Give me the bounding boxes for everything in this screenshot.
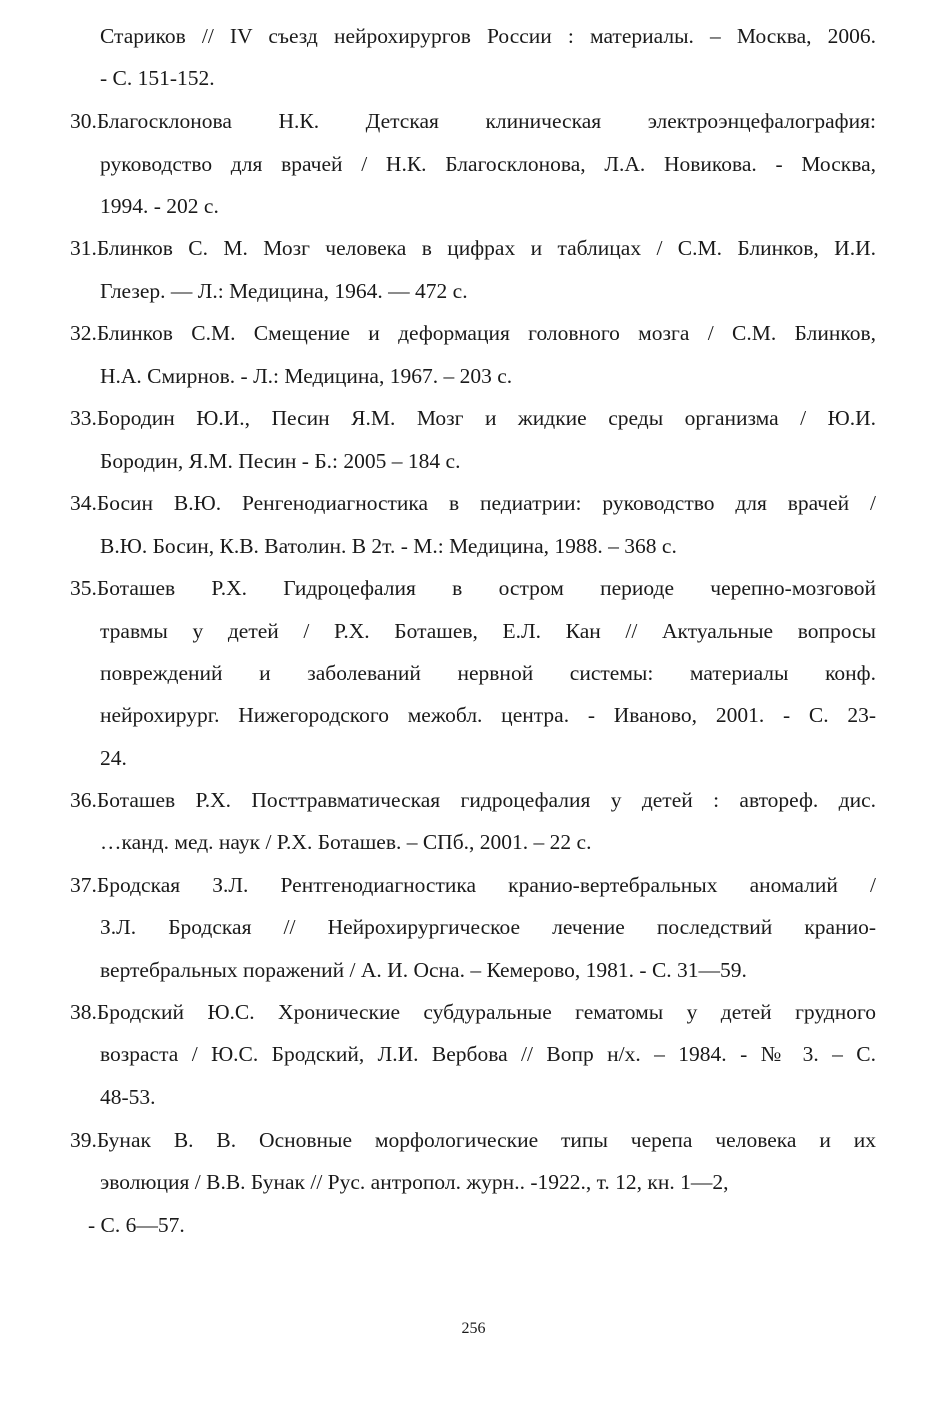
reference-38-line: 38.Бродский Ю.С. Хронические субдуральные гематомы у детей грудного xyxy=(70,1000,876,1024)
reference-line: 1994. - 202 с. xyxy=(100,194,219,218)
reference-line: эволюция / В.В. Бунак // Рус. антропол. журн.. -1922., т. 12, кн. 1—2, xyxy=(100,1170,729,1194)
reference-line: возраста / Ю.С. Бродский, Л.И. Вербова // Вопр н/х. – 1984. - № 3. – С. xyxy=(100,1042,876,1066)
reference-line: В.Ю. Босин, К.В. Ватолин. В 2т. - М.: Медицина, 1988. – 368 с. xyxy=(100,534,677,558)
reference-line: Н.А. Смирнов. - Л.: Медицина, 1967. – 203 с. xyxy=(100,364,513,388)
reference-line: Глезер. — Л.: Медицина, 1964. — 472 с. xyxy=(100,279,468,303)
page-number: 256 xyxy=(461,1320,486,1337)
reference-line: руководство для врачей / Н.К. Благосклонова, Л.А. Новикова. - Москва, xyxy=(100,152,876,176)
reference-31-line: 31.Блинков С. М. Мозг человека в цифрах и таблицах / С.М. Блинков, И.И. xyxy=(70,236,876,260)
reference-line: Стариков // IV съезд нейрохирургов России : материалы. – Москва, 2006. xyxy=(100,24,876,48)
reference-36-line: 36.Боташев Р.Х. Посттравматическая гидроцефалия у детей : автореф. дис. xyxy=(70,788,876,812)
reference-39-line: 39.Бунак В. В. Основные морфологические типы черепа человека и их xyxy=(70,1128,876,1152)
reference-line: …канд. мед. наук / Р.Х. Боташев. – СПб., 2001. – 22 с. xyxy=(100,830,592,854)
reference-37-line: 37.Бродская З.Л. Рентгенодиагностика кранио-вертебральных аномалий / xyxy=(70,873,876,897)
reference-line: - С. 151-152. xyxy=(100,66,215,90)
reference-line: травмы у детей / Р.Х. Боташев, Е.Л. Кан // Актуальные вопросы xyxy=(100,619,876,643)
reference-34-line: 34.Босин В.Ю. Ренгенодиагностика в педиатрии: руководство для врачей / xyxy=(70,491,876,515)
reference-line: повреждений и заболеваний нервной системы: материалы конф. xyxy=(100,661,876,685)
reference-line: - С. 6—57. xyxy=(88,1213,185,1237)
reference-32-line: 32.Блинков С.М. Смещение и деформация головного мозга / С.М. Блинков, xyxy=(70,321,876,345)
reference-line: нейрохирург. Нижегородского межобл. центра. - Иваново, 2001. - С. 23- xyxy=(100,703,876,727)
reference-33-line: 33.Бородин Ю.И., Песин Я.М. Мозг и жидкие среды организма / Ю.И. xyxy=(70,406,876,430)
reference-line: вертебральных поражений / А. И. Осна. – Кемерово, 1981. - С. 31—59. xyxy=(100,958,747,982)
reference-line: З.Л. Бродская // Нейрохирургическое лечение последствий кранио- xyxy=(100,915,876,939)
reference-line: 24. xyxy=(100,746,127,770)
reference-line: Бородин, Я.М. Песин - Б.: 2005 – 184 с. xyxy=(100,449,461,473)
reference-30-line: 30.Благосклонова Н.К. Детская клиническая электроэнцефалография: xyxy=(70,109,876,133)
reference-line: 48-53. xyxy=(100,1085,156,1109)
reference-35-line: 35.Боташев Р.Х. Гидроцефалия в остром периоде черепно-мозговой xyxy=(70,576,876,600)
